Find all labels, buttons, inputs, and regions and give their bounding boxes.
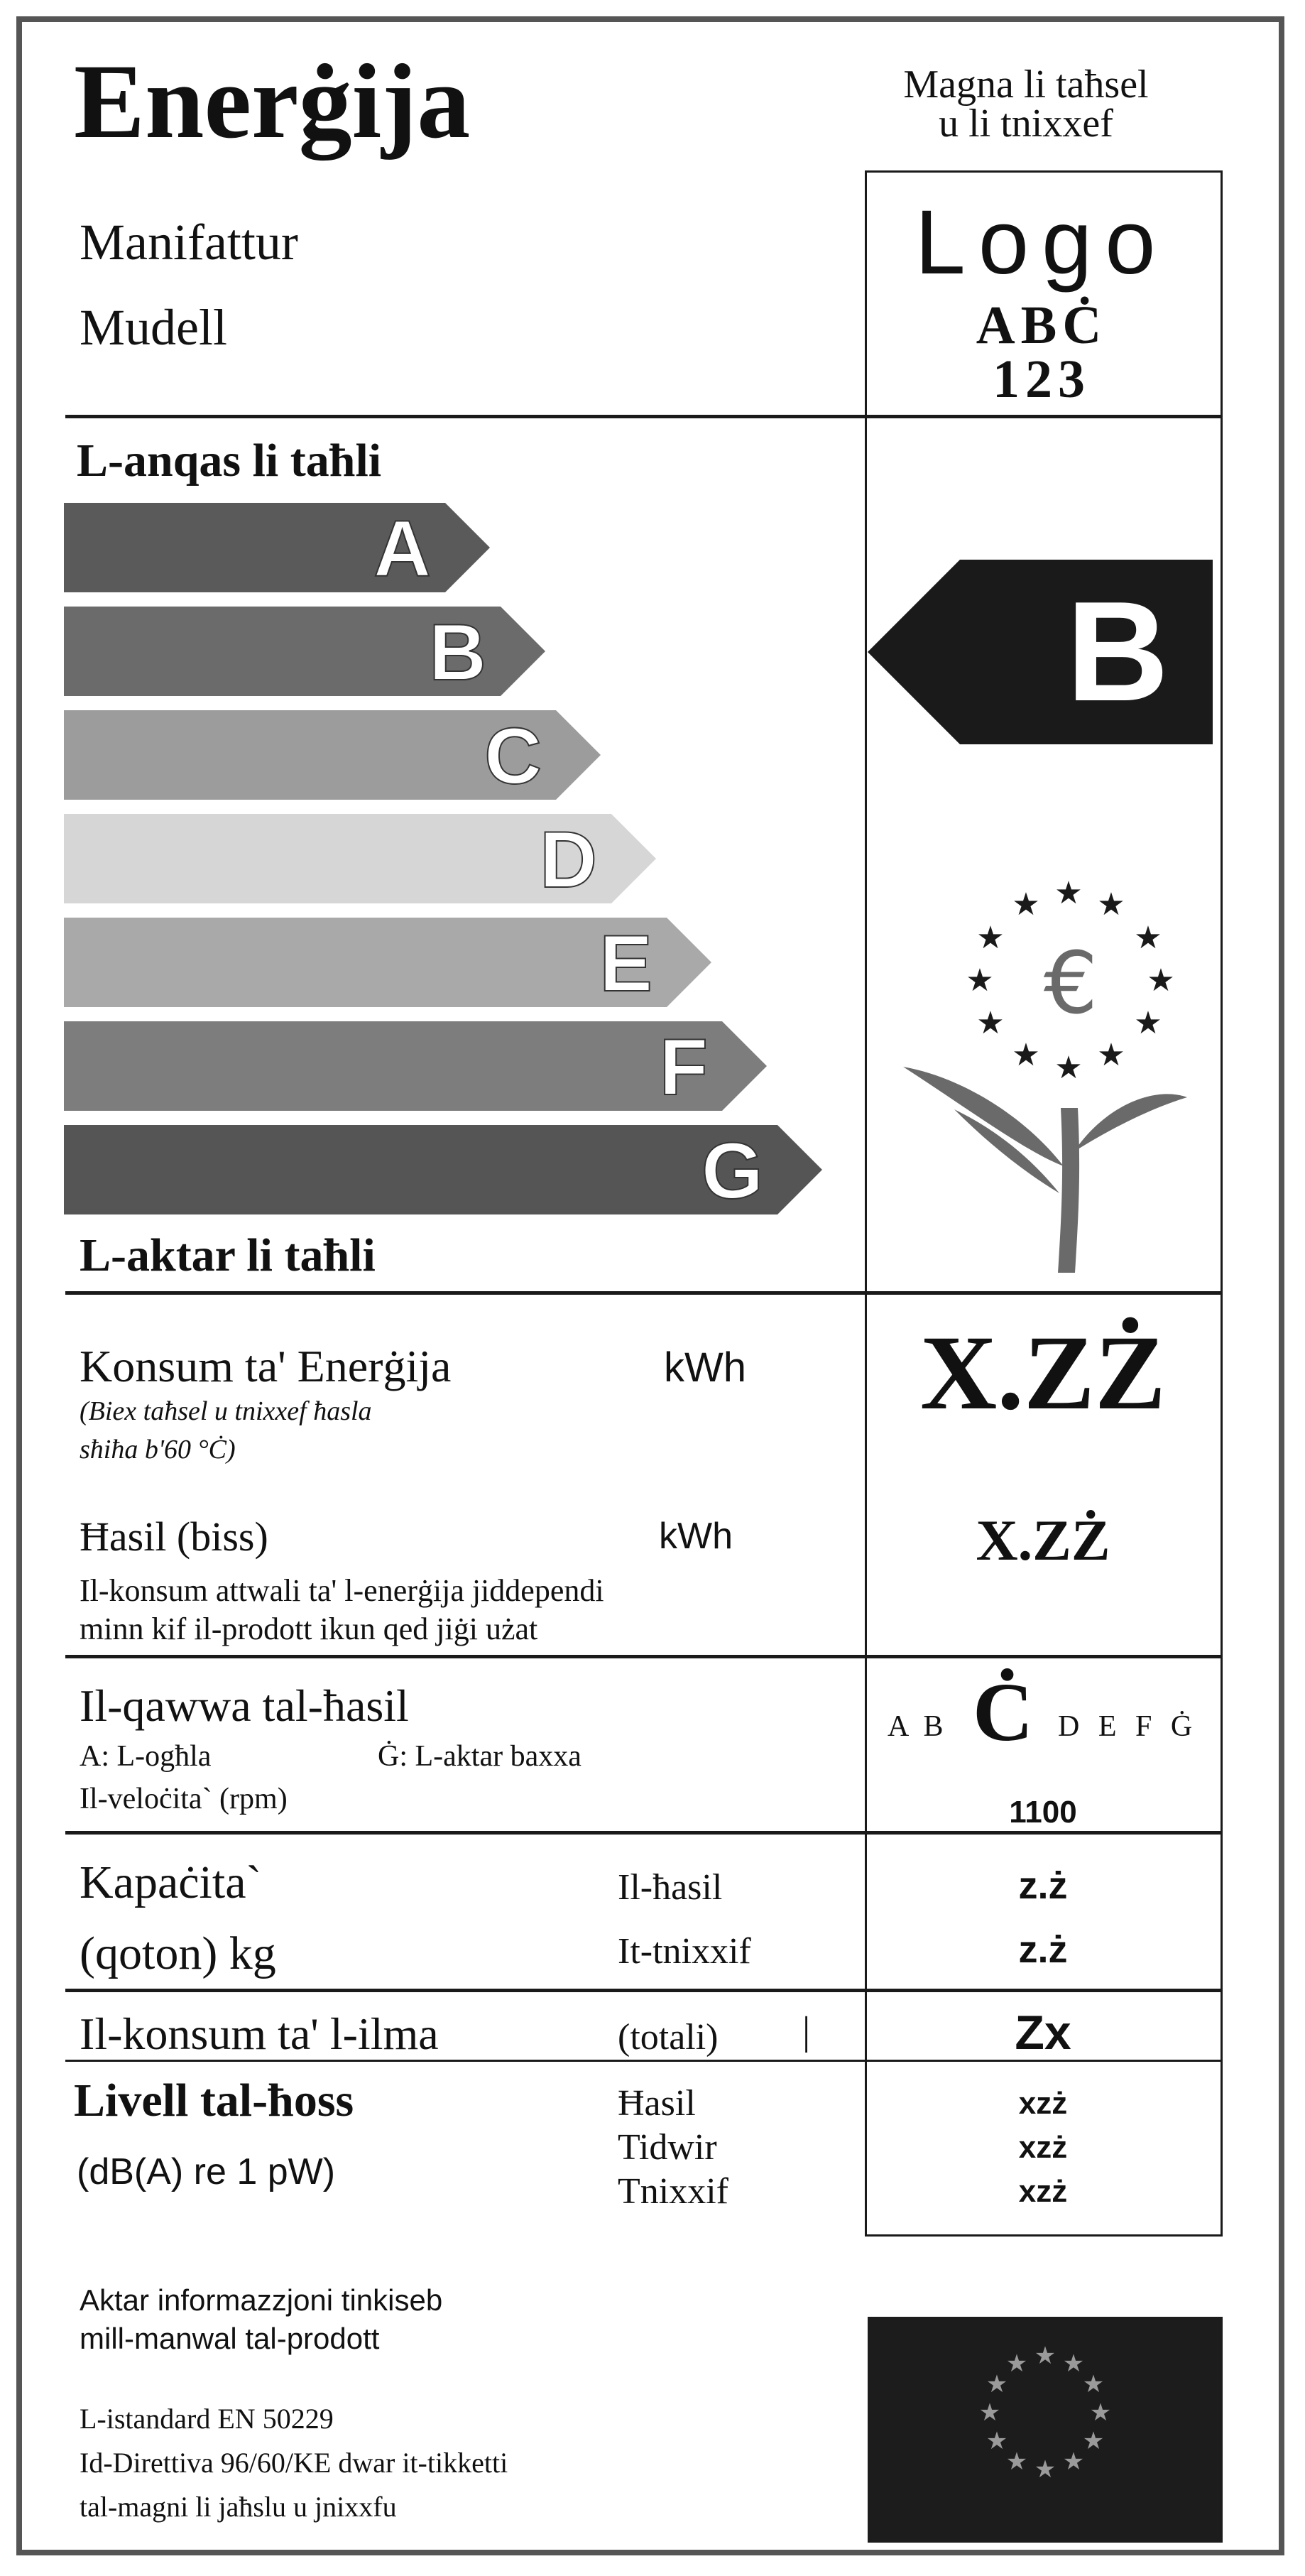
energy-class-letter: E bbox=[599, 919, 652, 1008]
spin-speed-label: Il-veloċita` (rpm) bbox=[80, 1783, 288, 1815]
scale-bottom-label: L-aktar li taħli bbox=[80, 1229, 376, 1281]
divider-header bbox=[65, 415, 1223, 418]
divider-energy bbox=[65, 1655, 1223, 1658]
energy-value: X.ZŻ bbox=[920, 1314, 1166, 1432]
svg-text:★: ★ bbox=[966, 962, 994, 999]
wash-classes-right: D E F Ġ bbox=[1058, 1710, 1198, 1743]
logo-digits: 123 bbox=[993, 349, 1091, 409]
svg-text:★: ★ bbox=[1097, 1037, 1125, 1073]
energy-class-letter: D bbox=[540, 815, 597, 904]
svg-text:★: ★ bbox=[1012, 1037, 1040, 1073]
capacity-unit-label: (qoton) kg bbox=[80, 1928, 276, 1979]
euro-icon: € bbox=[1043, 935, 1098, 1033]
noise-row-value: xzż bbox=[1018, 2174, 1068, 2209]
svg-text:★: ★ bbox=[1034, 2455, 1056, 2484]
energy-class-b bbox=[64, 607, 545, 697]
logo: Logo bbox=[914, 192, 1169, 293]
svg-text:★: ★ bbox=[1005, 2349, 1028, 2378]
svg-text:★: ★ bbox=[1089, 2398, 1112, 2427]
logo-letters: ABĊ bbox=[976, 295, 1108, 355]
wash-performance-label: Il-qawwa tal-ħasil bbox=[80, 1680, 409, 1731]
appliance-type bbox=[859, 63, 1193, 146]
wash-scale-best: A: L-ogħla bbox=[80, 1740, 212, 1773]
right-column-right-border bbox=[1221, 170, 1223, 2236]
water-qualifier: (totali) bbox=[618, 2017, 719, 2058]
svg-text:★: ★ bbox=[1082, 2427, 1105, 2455]
capacity-wash-value: z.ż bbox=[1018, 1864, 1068, 1907]
directive-line1: Id-Direttiva 96/60/KE dwar it-tikketti bbox=[80, 2447, 508, 2479]
eu-flag bbox=[868, 2317, 1223, 2543]
right-column-top-border bbox=[865, 170, 1223, 173]
energy-class-letter: G bbox=[701, 1126, 763, 1215]
energy-class-a bbox=[64, 503, 490, 593]
energy-class-f bbox=[64, 1021, 767, 1112]
svg-text:★: ★ bbox=[1054, 875, 1083, 911]
right-column-bottom-border bbox=[865, 2234, 1223, 2237]
svg-text:★: ★ bbox=[1012, 886, 1040, 923]
energy-note-line2: sħiħa b'60 °Ċ) bbox=[80, 1435, 236, 1464]
energy-class-e bbox=[64, 918, 711, 1008]
svg-text:★: ★ bbox=[985, 2370, 1008, 2398]
capacity-wash-label: Il-ħasil bbox=[618, 1867, 723, 1908]
energy-class-c bbox=[64, 710, 601, 800]
svg-text:★: ★ bbox=[976, 1005, 1005, 1041]
wash-energy-label: Ħasil (biss) bbox=[80, 1513, 268, 1560]
svg-text:★: ★ bbox=[976, 920, 1005, 956]
svg-text:★: ★ bbox=[1054, 1050, 1083, 1086]
noise-label: Livell tal-ħoss bbox=[74, 2075, 354, 2126]
noise-unit: (dB(A) re 1 pW) bbox=[77, 2151, 336, 2192]
energy-class-d bbox=[64, 814, 656, 904]
divider-wash-performance bbox=[65, 1831, 1223, 1835]
svg-text:★: ★ bbox=[1062, 2349, 1085, 2378]
energy-note-line1: (Biex taħsel u tnixxef ħasla bbox=[80, 1396, 372, 1426]
noise-row-label: Tidwir bbox=[618, 2127, 717, 2168]
energy-class-letter: B bbox=[429, 608, 486, 697]
capacity-dry-label: It-tnixxif bbox=[618, 1931, 751, 1972]
svg-text:★: ★ bbox=[1097, 886, 1125, 923]
model-label: Mudell bbox=[80, 299, 227, 356]
water-unit-separator: | bbox=[802, 2009, 811, 2053]
water-label: Il-konsum ta' l-ilma bbox=[80, 2009, 439, 2059]
page-title: Enerġija bbox=[74, 43, 471, 161]
energy-class-letter: F bbox=[659, 1023, 708, 1112]
right-column-left-border bbox=[865, 170, 867, 2236]
energy-depends-line1: Il-konsum attwali ta' l-enerġija jiddependi bbox=[80, 1573, 604, 1608]
wash-energy-value: X.ZŻ bbox=[976, 1508, 1110, 1572]
noise-row-value: xzż bbox=[1018, 2130, 1068, 2165]
standard-reference: L-istandard EN 50229 bbox=[80, 2403, 334, 2435]
energy-class-g bbox=[64, 1125, 822, 1215]
energy-scale bbox=[64, 497, 852, 1222]
svg-text:★: ★ bbox=[1147, 962, 1175, 999]
divider-scale bbox=[65, 1291, 1223, 1295]
rating-arrow bbox=[868, 560, 1216, 744]
capacity-dry-value: z.ż bbox=[1018, 1928, 1068, 1971]
energy-class-letter: A bbox=[373, 504, 431, 593]
svg-text:★: ★ bbox=[978, 2398, 1001, 2427]
scale-top-label: L-anqas li taħli bbox=[77, 435, 382, 487]
wash-classes-left: A B bbox=[888, 1710, 948, 1743]
wash-class-selected: Ċ bbox=[973, 1665, 1034, 1759]
ecolabel-stem bbox=[903, 1067, 1187, 1273]
noise-row-label: Tnixxif bbox=[618, 2171, 728, 2212]
svg-text:★: ★ bbox=[1134, 920, 1162, 956]
svg-text:★: ★ bbox=[1082, 2370, 1105, 2398]
info-line1: Aktar informazzjoni tinkiseb bbox=[80, 2283, 443, 2317]
water-value: Zx bbox=[1015, 2006, 1071, 2060]
rating-letter: B bbox=[1066, 572, 1169, 731]
svg-text:★: ★ bbox=[1134, 1005, 1162, 1041]
noise-row-value: xzż bbox=[1018, 2086, 1068, 2121]
info-line2: mill-manwal tal-prodott bbox=[80, 2322, 380, 2355]
appliance-type-line1: Magna li taħsel bbox=[903, 63, 1149, 107]
manufacturer-label: Manifattur bbox=[80, 214, 298, 271]
eu-ecolabel bbox=[896, 874, 1194, 1278]
svg-text:★: ★ bbox=[1034, 2342, 1056, 2370]
noise-row-label: Ħasil bbox=[618, 2083, 696, 2124]
wash-energy-unit: kWh bbox=[659, 1516, 733, 1557]
capacity-label: Kapaċita` bbox=[80, 1857, 262, 1908]
energy-class-letter: C bbox=[484, 712, 542, 800]
divider-capacity bbox=[65, 1989, 1223, 1992]
energy-label: Konsum ta' Enerġija bbox=[80, 1341, 452, 1391]
appliance-type-line2: u li tnixxef bbox=[939, 101, 1113, 146]
svg-text:★: ★ bbox=[1062, 2447, 1085, 2476]
spin-speed-value: 1100 bbox=[1009, 1795, 1077, 1830]
energy-depends-line2: minn kif il-prodott ikun qed jiġi użat bbox=[80, 1612, 538, 1646]
divider-water bbox=[65, 2060, 1223, 2062]
svg-text:★: ★ bbox=[985, 2427, 1008, 2455]
wash-scale-worst: Ġ: L-aktar baxxa bbox=[378, 1740, 581, 1773]
energy-unit: kWh bbox=[664, 1344, 746, 1391]
directive-line2: tal-magni li jaħslu u jnixxfu bbox=[80, 2491, 397, 2523]
svg-text:★: ★ bbox=[1005, 2447, 1028, 2476]
